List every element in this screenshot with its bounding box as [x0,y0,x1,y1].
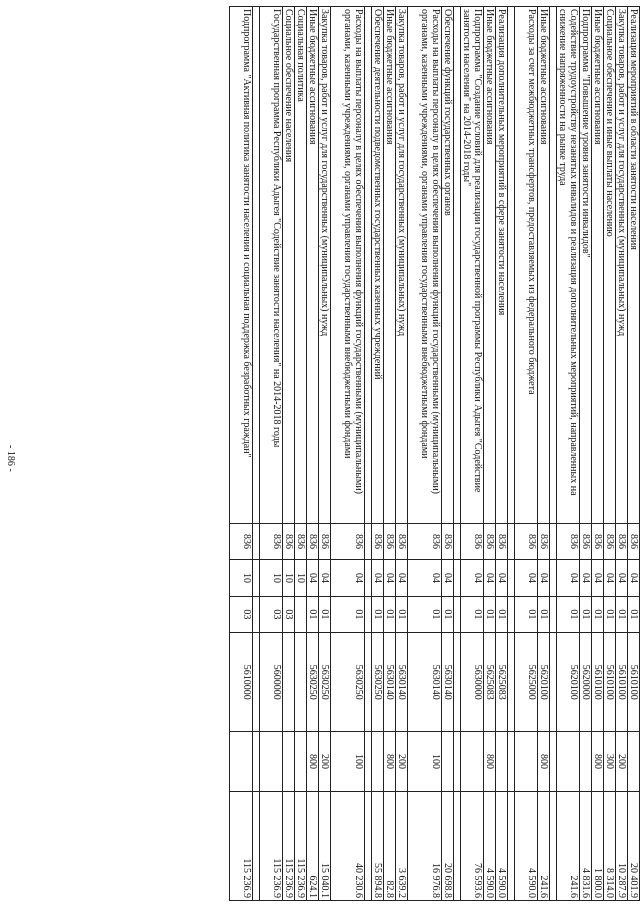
spacer-cell [508,791,515,900]
cell-vr [372,732,384,791]
cell-sum: 82.8 [384,791,396,900]
table-row [616,7,628,901]
cell-rz: 10 [260,560,283,596]
spacer-cell [508,596,515,632]
spacer-row [508,7,515,901]
cell-pr: 01 [319,596,331,632]
spacer-cell [550,596,557,632]
table-row [515,7,538,901]
cell-cs: 5630140 [408,633,442,732]
cell-name: Иные бюджетные ассигнования [307,7,319,524]
spacer-cell [550,732,557,791]
cell-pr [295,596,307,632]
cell-gr: 836 [580,523,592,559]
spacer-cell [253,732,260,791]
table-row [461,7,484,901]
spacer-cell [365,7,372,524]
table-row [592,7,604,901]
cell-name: Иные бюджетные ассигнования [538,7,550,524]
cell-sum: 15 040.1 [319,791,331,900]
cell-rz: 10 [295,560,307,596]
cell-cs: 5630250 [319,633,331,732]
cell-rz: 04 [396,560,408,596]
cell-rz: 04 [604,560,616,596]
spacer-cell [253,633,260,732]
page-number: - 186 - [5,445,16,472]
cell-rz: 04 [592,560,604,596]
spacer-cell [365,732,372,791]
cell-vr [580,732,592,791]
cell-sum: 4 590.0 [515,791,538,900]
document-page [40,6,640,911]
spacer-cell [365,560,372,596]
spacer-cell [508,732,515,791]
cell-pr: 01 [616,596,628,632]
spacer-cell [550,7,557,524]
cell-gr: 836 [307,523,319,559]
table-row [283,7,295,901]
spacer-row [550,7,557,901]
cell-rz: 04 [442,560,454,596]
table-row [538,7,550,901]
cell-vr: 100 [408,732,442,791]
cell-cs: 5610100 [628,633,640,732]
spacer-row [454,7,461,901]
cell-sum: 76 593.6 [461,791,484,900]
table-row [408,7,442,901]
cell-gr: 836 [538,523,550,559]
cell-sum: 115 236.9 [283,791,295,900]
table-row [396,7,408,901]
cell-pr: 01 [538,596,550,632]
spacer-cell [253,523,260,559]
cell-name: Реализация мероприятий в области занятости населения [628,7,640,524]
spacer-cell [454,732,461,791]
cell-pr: 01 [592,596,604,632]
cell-gr: 836 [557,523,580,559]
cell-name: Обеспечение деятельности подведомственных государственных казенных учреждений [372,7,384,524]
cell-vr [628,732,640,791]
cell-vr: 300 [604,732,616,791]
cell-gr: 836 [384,523,396,559]
cell-sum: 4 590.0 [496,791,508,900]
cell-cs: 5600000 [260,633,283,732]
cell-name: Закупка товаров, работ и услуг для государственных (муниципальных) нужд [616,7,628,524]
cell-gr: 836 [604,523,616,559]
cell-rz: 04 [580,560,592,596]
cell-vr [461,732,484,791]
spacer-cell [550,523,557,559]
spacer-cell [454,596,461,632]
cell-sum: 115 236.9 [230,791,253,900]
cell-rz: 04 [538,560,550,596]
cell-vr: 800 [384,732,396,791]
spacer-cell [365,791,372,900]
cell-rz: 04 [319,560,331,596]
cell-name: Расходы на выплаты персоналу в целях обеспечения выполнения функций государственными (муниципальными) органами, казенными учреждениями, органами управления государственными внебюджетными фондами [331,7,365,524]
spacer-cell [550,791,557,900]
cell-vr [557,732,580,791]
spacer-cell [365,596,372,632]
cell-name: Подпрограмма "Создание условий для реализации государственной программы Республики Адыгея "Содействие занятости населения" на 2014-2018 годы" [461,7,484,524]
table-row [604,7,616,901]
cell-pr: 01 [307,596,319,632]
cell-name: Расходы за счет межбюджетных трансфертов, предоставляемых из федерального бюджета [515,7,538,524]
cell-sum: 40 230.6 [331,791,365,900]
spacer-cell [253,7,260,524]
cell-sum: 115 236.9 [295,791,307,900]
cell-gr: 836 [592,523,604,559]
cell-rz: 04 [496,560,508,596]
cell-name: Иные бюджетные ассигнования [384,7,396,524]
table-row [484,7,496,901]
cell-pr: 01 [515,596,538,632]
cell-name: Социальная политика [295,7,307,524]
spacer-cell [508,523,515,559]
cell-pr: 01 [384,596,396,632]
cell-gr: 836 [616,523,628,559]
spacer-cell [454,791,461,900]
cell-sum: 4 590.0 [484,791,496,900]
cell-rz: 04 [461,560,484,596]
cell-sum: 16 976.8 [408,791,442,900]
cell-vr: 800 [538,732,550,791]
cell-gr: 836 [628,523,640,559]
table-row [372,7,384,901]
cell-pr: 01 [484,596,496,632]
cell-rz: 04 [307,560,319,596]
spacer-cell [508,560,515,596]
cell-rz: 04 [408,560,442,596]
cell-cs: 5620100 [538,633,550,732]
cell-sum: 115 236.9 [260,791,283,900]
cell-cs: 5610100 [616,633,628,732]
spacer-cell [253,560,260,596]
table-row [496,7,508,901]
cell-cs: 5620000 [580,633,592,732]
cell-cs: 5610000 [230,633,253,732]
cell-vr: 100 [331,732,365,791]
table-row [557,7,580,901]
cell-gr: 836 [295,523,307,559]
cell-gr: 836 [230,523,253,559]
cell-gr: 836 [496,523,508,559]
cell-pr: 01 [461,596,484,632]
cell-sum: 10 287.9 [616,791,628,900]
spacer-row [253,7,260,901]
cell-pr: 01 [628,596,640,632]
cell-gr: 836 [461,523,484,559]
cell-cs: 5625083 [484,633,496,732]
table-row [442,7,454,901]
table-row [331,7,365,901]
cell-rz: 04 [628,560,640,596]
cell-pr: 01 [372,596,384,632]
cell-name: Реализация дополнительных мероприятий в сфере занятости населения [496,7,508,524]
cell-gr: 836 [283,523,295,559]
cell-sum: 4 831.6 [580,791,592,900]
cell-rz: 04 [557,560,580,596]
cell-pr: 01 [580,596,592,632]
cell-name: Подпрограмма "Активная политика занятости населения и социальная поддержка безработных граждан" [230,7,253,524]
table-row [384,7,396,901]
table-row [580,7,592,901]
cell-name: Государственная программа Республики Адыгея "Содействие занятости населения" на 2014-2018 годы [260,7,283,524]
cell-vr [496,732,508,791]
cell-vr: 800 [484,732,496,791]
table-row [230,7,253,901]
cell-pr: 01 [496,596,508,632]
cell-pr: 01 [604,596,616,632]
cell-gr: 836 [484,523,496,559]
cell-name: Содействие трудоустройству незанятых инвалидов и реализация дополнительных мероприятий, направленных на снижение напряженности на рынке труда [557,7,580,524]
cell-pr: 03 [230,596,253,632]
cell-pr: 03 [283,596,295,632]
cell-sum: 241.6 [538,791,550,900]
table-row [319,7,331,901]
cell-vr: 200 [616,732,628,791]
cell-gr: 836 [515,523,538,559]
cell-vr [283,732,295,791]
cell-sum: 20 401.9 [628,791,640,900]
cell-rz: 04 [616,560,628,596]
cell-rz: 04 [331,560,365,596]
cell-vr: 800 [307,732,319,791]
spacer-row [365,7,372,901]
cell-cs: 5630140 [384,633,396,732]
spacer-cell [253,791,260,900]
cell-name: Иные бюджетные ассигнования [484,7,496,524]
spacer-cell [454,7,461,524]
cell-sum: 8 314.0 [604,791,616,900]
cell-sum: 3 639.2 [396,791,408,900]
cell-vr [515,732,538,791]
cell-rz: 04 [384,560,396,596]
cell-vr [230,732,253,791]
cell-sum: 55 894.8 [372,791,384,900]
cell-vr: 200 [319,732,331,791]
cell-cs: 5630140 [396,633,408,732]
cell-vr: 800 [592,732,604,791]
rotated-table-container [40,6,640,901]
cell-gr: 836 [396,523,408,559]
spacer-cell [454,523,461,559]
table-row [307,7,319,901]
cell-cs: 5610100 [592,633,604,732]
table-row [295,7,307,901]
cell-name: Социальное обеспечение населения [283,7,295,524]
cell-gr: 836 [319,523,331,559]
cell-gr: 836 [260,523,283,559]
cell-name: Социальное обеспечение и иные выплаты населению [604,7,616,524]
cell-rz: 04 [484,560,496,596]
cell-vr [442,732,454,791]
spacer-cell [365,523,372,559]
cell-name: Расходы на выплаты персоналу в целях обеспечения выполнения функций государственными (муниципальными) органами, казенными учреждениями, органами управления государственными внебюджетными фондами [408,7,442,524]
budget-table [229,6,640,901]
cell-name: Закупка товаров, работ и услуг для государственных (муниципальных) нужд [319,7,331,524]
spacer-cell [365,633,372,732]
cell-rz: 10 [230,560,253,596]
cell-pr: 01 [442,596,454,632]
cell-gr: 836 [331,523,365,559]
cell-cs: 5630140 [442,633,454,732]
cell-sum: 1 800.0 [592,791,604,900]
cell-rz: 04 [515,560,538,596]
cell-sum: 20 698.8 [442,791,454,900]
cell-gr: 836 [372,523,384,559]
table-row [628,7,640,901]
cell-sum: 624.1 [307,791,319,900]
spacer-cell [550,633,557,732]
cell-cs: 5625083 [496,633,508,732]
spacer-cell [454,633,461,732]
cell-rz: 10 [283,560,295,596]
cell-pr: 01 [408,596,442,632]
cell-sum: 241.6 [557,791,580,900]
spacer-cell [508,633,515,732]
cell-cs: 5625000 [515,633,538,732]
cell-cs: 5630250 [307,633,319,732]
table-row [260,7,283,901]
cell-name: Обеспечение функций государственных органов [442,7,454,524]
cell-vr [260,732,283,791]
cell-cs: 5620100 [557,633,580,732]
cell-gr: 836 [408,523,442,559]
cell-name: Иные бюджетные ассигнования [592,7,604,524]
cell-cs: 5610100 [604,633,616,732]
cell-pr: 01 [557,596,580,632]
cell-name: Закупка товаров, работ и услуг для государственных (муниципальных) нужд [396,7,408,524]
spacer-cell [454,560,461,596]
cell-pr: 01 [396,596,408,632]
cell-cs: 5630250 [372,633,384,732]
cell-pr: 01 [331,596,365,632]
cell-cs: 5630250 [331,633,365,732]
cell-cs [295,633,307,732]
spacer-cell [253,596,260,632]
cell-pr: 03 [260,596,283,632]
spacer-cell [508,7,515,524]
cell-cs: 5630000 [461,633,484,732]
cell-cs [283,633,295,732]
cell-vr: 200 [396,732,408,791]
cell-rz: 04 [372,560,384,596]
cell-vr [295,732,307,791]
spacer-cell [550,560,557,596]
cell-name: Подпрограмма "Повышение уровня занятости инвалидов" [580,7,592,524]
cell-gr: 836 [442,523,454,559]
